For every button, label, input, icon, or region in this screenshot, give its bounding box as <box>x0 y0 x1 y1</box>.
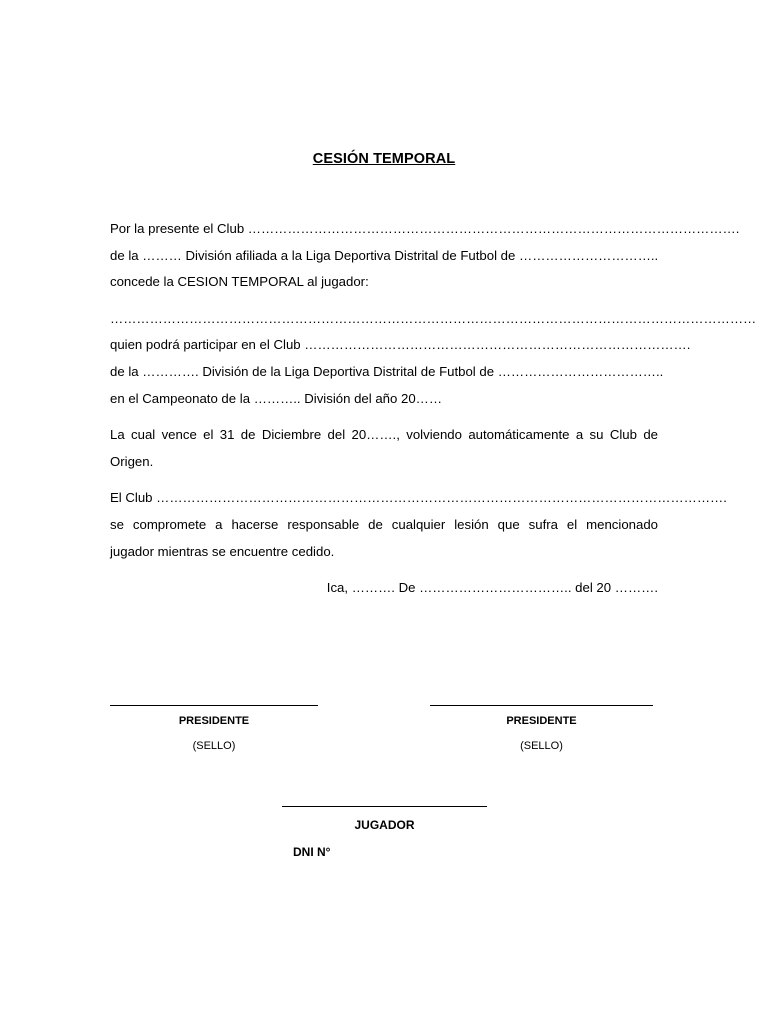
player-name-blank: ………………………………………………………………………………………………………………………………… <box>110 311 757 326</box>
player-signature-line <box>282 806 487 807</box>
division-line: de la ……… División afiliada a la Liga Deportiva Distrital de Futbol de ………………………….. <box>110 248 659 263</box>
place-date-line: Ica, ………. De …………………………….. del 20 ………. <box>326 580 658 595</box>
responsibility-line: se compromete a hacerse responsable de cualquier lesión que sufra el mencionado <box>110 517 658 532</box>
responsibility-line-end: jugador mientras se encuentre cedido. <box>110 544 335 559</box>
expiry-line: La cual vence el 31 de Diciembre del 20……., volviendo automáticamente a su Club de <box>110 427 658 442</box>
left-seal-label: (SELLO) <box>192 740 236 752</box>
left-signature-line <box>110 705 318 706</box>
club-line: Por la presente el Club …………………………………………………………………………………………………. <box>110 221 740 236</box>
left-president-label: PRESIDENTE <box>178 715 250 727</box>
responsible-club-line: El Club …………………………………………………………………………………………………………………. <box>110 490 727 505</box>
right-president-label: PRESIDENTE <box>506 715 577 727</box>
concede-line: concede la CESION TEMPORAL al jugador: <box>110 274 369 289</box>
document-title: CESIÓN TEMPORAL <box>312 151 456 167</box>
player-label: JUGADOR <box>354 818 415 832</box>
player-dni-label: DNI N° <box>293 845 331 859</box>
right-signature-line <box>430 705 653 706</box>
participate-club-line: quien podrá participar en el Club ……………………………………………………………………………. <box>110 337 691 352</box>
participate-division-line: de la …………. División de la Liga Deportiva Distrital de Futbol de ……………………………….. <box>110 364 664 379</box>
origin-line: Origen. <box>110 454 154 469</box>
championship-line: en el Campeonato de la ……….. División del año 20…… <box>110 391 443 406</box>
right-seal-label: (SELLO) <box>520 740 563 752</box>
